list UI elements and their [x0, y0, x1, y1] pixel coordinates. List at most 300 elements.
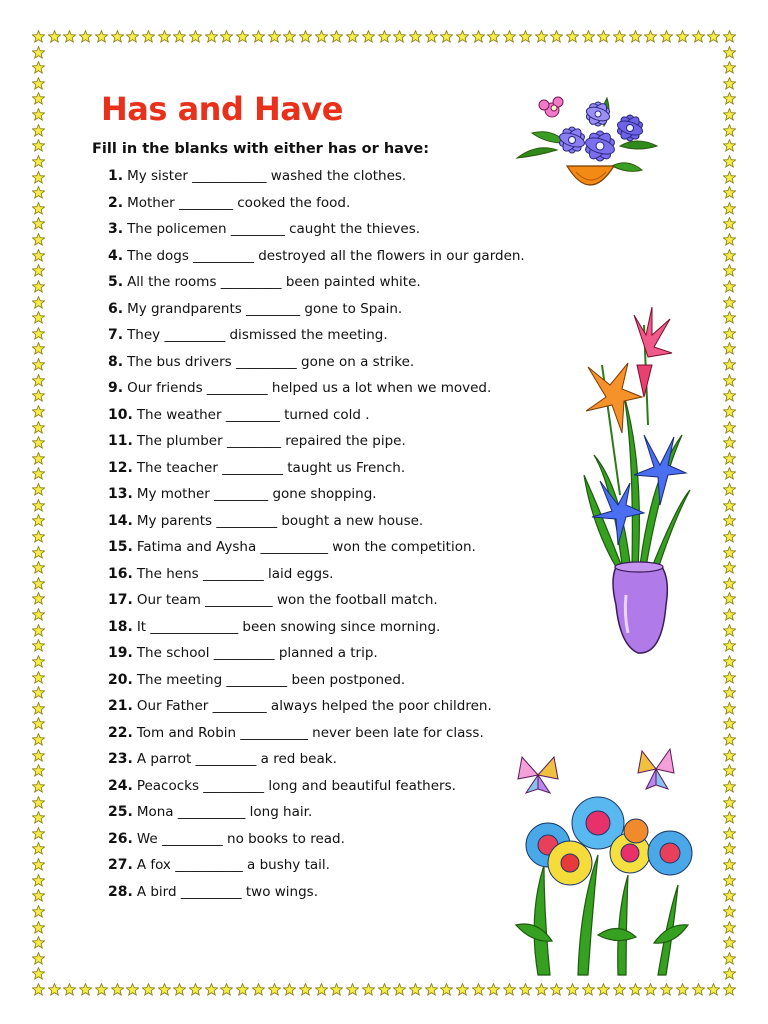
question-item: [108, 351, 525, 378]
question-text: A parrot _________ a red beak.: [136, 751, 337, 767]
question-text: It _____________ been snowing since morning.: [136, 618, 441, 635]
star-icon: [613, 983, 626, 996]
star-icon: [32, 296, 45, 309]
star-icon: [723, 374, 736, 387]
star-icon: [32, 905, 45, 918]
question-item: [108, 669, 525, 696]
star-icon: [111, 983, 124, 996]
question-item: [108, 324, 525, 351]
star-icon: [472, 30, 485, 43]
star-icon: [32, 796, 45, 809]
star-icon: [32, 577, 45, 590]
question-item: [108, 245, 525, 272]
star-icon: [32, 671, 45, 684]
star-icon: [32, 421, 45, 434]
star-icon: [220, 30, 233, 43]
star-icon: [32, 374, 45, 387]
question-item: [108, 218, 525, 245]
star-icon: [268, 983, 281, 996]
question-number: 14.: [108, 512, 133, 529]
question-number: 23.: [108, 751, 133, 767]
star-icon: [32, 61, 45, 74]
star-icon: [142, 983, 155, 996]
star-icon: [425, 30, 438, 43]
star-icon: [299, 983, 312, 996]
star-icon: [503, 30, 516, 43]
star-icon: [32, 139, 45, 152]
question-number: 4.: [108, 247, 124, 264]
question-text: Our friends _________ helped us a lot when we moved.: [127, 380, 492, 396]
question-text: A fox __________ a bushy tail.: [136, 857, 330, 873]
star-icon: [723, 967, 736, 980]
star-icon: [32, 124, 45, 137]
star-icon: [32, 592, 45, 605]
star-icon: [676, 30, 689, 43]
star-icon: [723, 30, 736, 43]
question-text: The school _________ planned a trip.: [136, 645, 378, 661]
star-icon: [723, 405, 736, 418]
question-text: Mona __________ long hair.: [136, 804, 313, 820]
star-icon: [723, 514, 736, 527]
star-icon: [236, 30, 249, 43]
star-icon: [32, 624, 45, 637]
star-icon: [597, 983, 610, 996]
star-icon: [63, 30, 76, 43]
star-icon: [220, 983, 233, 996]
star-icon: [723, 46, 736, 59]
question-text: The dogs _________ destroyed all the flowers in our garden.: [127, 247, 525, 264]
star-icon: [723, 530, 736, 543]
question-text: The meeting _________ been postponed.: [136, 671, 406, 688]
star-icon: [692, 30, 705, 43]
star-icon: [723, 842, 736, 855]
star-icon: [723, 389, 736, 402]
question-item: [108, 828, 525, 855]
star-icon: [723, 233, 736, 246]
star-icon: [126, 983, 139, 996]
star-icon: [723, 592, 736, 605]
star-icon: [723, 249, 736, 262]
star-icon: [32, 452, 45, 465]
question-text: Our Father ________ always helped the poor children.: [136, 698, 492, 714]
star-icon: [330, 983, 343, 996]
star-icon: [32, 936, 45, 949]
star-icon: [236, 983, 249, 996]
star-icon: [660, 30, 673, 43]
star-icon: [644, 983, 657, 996]
star-icon: [723, 889, 736, 902]
question-number: 10.: [108, 406, 133, 423]
star-icon: [32, 983, 45, 996]
star-icon: [472, 983, 485, 996]
star-icon: [378, 30, 391, 43]
star-icon: [519, 30, 532, 43]
star-icon: [48, 983, 61, 996]
question-item: [108, 536, 525, 563]
star-icon: [32, 249, 45, 262]
star-icon: [126, 30, 139, 43]
star-icon: [550, 30, 563, 43]
question-text: Our team __________ won the football match.: [136, 592, 438, 608]
question-text: We _________ no books to read.: [136, 830, 345, 847]
question-text: My parents _________ bought a new house.: [136, 512, 424, 529]
star-icon: [723, 702, 736, 715]
star-icon: [32, 280, 45, 293]
star-icon: [79, 30, 92, 43]
star-icon: [456, 30, 469, 43]
star-icon: [32, 655, 45, 668]
question-number: 17.: [108, 592, 133, 608]
flowers-butterflies-icon: [508, 745, 708, 977]
star-icon: [723, 639, 736, 652]
question-number: 11.: [108, 433, 133, 449]
star-icon: [707, 30, 720, 43]
question-item: [108, 642, 525, 669]
star-icon: [32, 967, 45, 980]
question-text: Peacocks _________ long and beautiful feathers.: [136, 777, 456, 794]
star-icon: [299, 30, 312, 43]
star-icon: [346, 30, 359, 43]
question-item: [108, 695, 525, 722]
star-icon: [48, 30, 61, 43]
star-icon: [32, 858, 45, 871]
star-icon: [597, 30, 610, 43]
question-item: [108, 775, 525, 802]
question-number: 15.: [108, 539, 133, 555]
star-icon: [723, 452, 736, 465]
star-icon: [32, 780, 45, 793]
star-icon: [32, 155, 45, 168]
star-icon: [723, 139, 736, 152]
star-icon: [315, 30, 328, 43]
question-number: 8.: [108, 353, 124, 370]
star-icon: [32, 483, 45, 496]
star-icon: [723, 952, 736, 965]
question-number: 3.: [108, 221, 124, 237]
star-icon: [158, 30, 171, 43]
question-text: The bus drivers _________ gone on a strike.: [127, 353, 415, 370]
question-item: [108, 616, 525, 643]
star-icon: [63, 983, 76, 996]
question-number: 6.: [108, 300, 124, 317]
star-icon: [95, 983, 108, 996]
star-icon: [550, 983, 563, 996]
question-text: My mother ________ gone shopping.: [136, 486, 377, 502]
star-icon: [692, 983, 705, 996]
star-icon: [32, 30, 45, 43]
question-number: 28.: [108, 883, 133, 900]
question-number: 12.: [108, 459, 133, 476]
question-text: A bird _________ two wings.: [136, 883, 319, 900]
star-icon: [487, 983, 500, 996]
star-icon: [723, 936, 736, 949]
question-number: 27.: [108, 857, 133, 873]
star-icon: [409, 983, 422, 996]
star-icon: [723, 686, 736, 699]
star-icon: [189, 30, 202, 43]
question-text: My grandparents ________ gone to Spain.: [127, 300, 403, 317]
star-icon: [32, 686, 45, 699]
star-icon: [723, 717, 736, 730]
star-icon: [32, 514, 45, 527]
star-icon: [32, 530, 45, 543]
question-item: [108, 801, 525, 828]
question-number: 19.: [108, 645, 133, 661]
question-item: [108, 165, 525, 192]
star-icon: [723, 467, 736, 480]
star-icon: [32, 186, 45, 199]
star-icon: [723, 749, 736, 762]
question-list: [108, 165, 525, 907]
star-icon: [32, 467, 45, 480]
star-icon: [566, 983, 579, 996]
star-icon: [723, 77, 736, 90]
star-icon: [32, 264, 45, 277]
star-icon: [252, 983, 265, 996]
question-item: [108, 271, 525, 298]
star-icon: [723, 905, 736, 918]
star-icon: [723, 217, 736, 230]
star-icon: [32, 874, 45, 887]
star-icon: [32, 217, 45, 230]
star-icon: [440, 983, 453, 996]
star-icon: [111, 30, 124, 43]
question-text: Fatima and Aysha __________ won the competition.: [136, 539, 476, 555]
star-icon: [32, 389, 45, 402]
question-number: 21.: [108, 698, 133, 714]
star-icon: [32, 405, 45, 418]
star-icon: [283, 30, 296, 43]
question-number: 7.: [108, 327, 124, 343]
star-icon: [142, 30, 155, 43]
star-icon: [723, 624, 736, 637]
star-icon: [723, 311, 736, 324]
instruction: Fill in the blanks with either has or have:: [92, 141, 430, 157]
question-number: 5.: [108, 274, 124, 290]
question-text: The plumber ________ repaired the pipe.: [136, 433, 406, 449]
star-icon: [503, 983, 516, 996]
star-icon: [409, 30, 422, 43]
question-item: [108, 298, 525, 325]
star-icon: [32, 952, 45, 965]
star-icon: [330, 30, 343, 43]
star-icon: [205, 983, 218, 996]
star-icon: [425, 983, 438, 996]
question-text: My sister ___________ washed the clothes.: [127, 168, 407, 184]
question-item: [108, 748, 525, 775]
star-icon: [252, 30, 265, 43]
star-icon: [723, 921, 736, 934]
star-icon: [32, 311, 45, 324]
question-text: Mother ________ cooked the food.: [127, 194, 351, 211]
star-icon: [723, 983, 736, 996]
star-icon: [723, 499, 736, 512]
star-icon: [723, 827, 736, 840]
star-icon: [566, 30, 579, 43]
star-icon: [707, 983, 720, 996]
star-icon: [723, 155, 736, 168]
question-number: 9.: [108, 380, 124, 396]
star-icon: [32, 233, 45, 246]
question-item: [108, 430, 525, 457]
star-icon: [535, 30, 548, 43]
star-icon: [723, 186, 736, 199]
star-icon: [32, 499, 45, 512]
star-icon: [723, 764, 736, 777]
question-number: 20.: [108, 671, 133, 688]
star-icon: [32, 108, 45, 121]
star-icon: [723, 796, 736, 809]
star-icon: [723, 124, 736, 137]
star-icon: [723, 608, 736, 621]
star-icon: [32, 921, 45, 934]
star-icon: [723, 202, 736, 215]
star-icon: [723, 421, 736, 434]
question-number: 16.: [108, 565, 133, 582]
star-icon: [32, 171, 45, 184]
flower-vase-icon: [582, 305, 694, 660]
star-icon: [582, 983, 595, 996]
question-item: [108, 510, 525, 537]
star-icon: [32, 546, 45, 559]
question-text: The teacher _________ taught us French.: [136, 459, 406, 476]
flower-bowl-icon: [512, 88, 662, 200]
question-text: They _________ dismissed the meeting.: [127, 327, 388, 343]
star-icon: [723, 655, 736, 668]
star-icon: [173, 30, 186, 43]
star-icon: [32, 436, 45, 449]
star-icon: [95, 30, 108, 43]
star-icon: [205, 30, 218, 43]
star-icon: [723, 61, 736, 74]
question-text: All the rooms _________ been painted white.: [127, 274, 421, 290]
question-text: The policemen ________ caught the thieves.: [127, 221, 421, 237]
star-icon: [582, 30, 595, 43]
star-icon: [535, 983, 548, 996]
question-item: [108, 589, 525, 616]
star-icon: [723, 483, 736, 496]
question-number: 26.: [108, 830, 133, 847]
star-icon: [32, 561, 45, 574]
star-icon: [629, 30, 642, 43]
question-item: [108, 722, 525, 749]
star-icon: [723, 561, 736, 574]
star-icon: [32, 749, 45, 762]
star-icon: [268, 30, 281, 43]
star-icon: [32, 702, 45, 715]
star-icon: [723, 264, 736, 277]
star-icon: [723, 280, 736, 293]
star-icon: [519, 983, 532, 996]
star-icon: [456, 983, 469, 996]
star-icon: [629, 983, 642, 996]
star-icon: [32, 92, 45, 105]
question-number: 22.: [108, 724, 133, 741]
question-item: [108, 192, 525, 219]
star-icon: [723, 811, 736, 824]
star-icon: [32, 327, 45, 340]
star-icon: [32, 202, 45, 215]
question-text: The hens _________ laid eggs.: [136, 565, 334, 582]
question-number: 1.: [108, 168, 124, 184]
question-number: 18.: [108, 618, 133, 635]
star-icon: [723, 671, 736, 684]
star-icon: [32, 827, 45, 840]
star-icon: [32, 358, 45, 371]
question-item: [108, 377, 525, 404]
star-icon: [723, 342, 736, 355]
star-icon: [32, 764, 45, 777]
question-item: [108, 881, 525, 908]
page-title: Has and Have: [101, 90, 343, 128]
question-number: 2.: [108, 194, 124, 211]
star-icon: [723, 327, 736, 340]
star-icon: [32, 342, 45, 355]
star-icon: [315, 983, 328, 996]
star-icon: [676, 983, 689, 996]
star-icon: [723, 874, 736, 887]
star-icon: [32, 889, 45, 902]
star-icon: [440, 30, 453, 43]
star-icon: [32, 842, 45, 855]
star-icon: [173, 983, 186, 996]
question-text: The weather ________ turned cold .: [136, 406, 370, 423]
question-item: [108, 854, 525, 881]
star-icon: [32, 77, 45, 90]
star-icon: [723, 733, 736, 746]
star-icon: [723, 546, 736, 559]
question-item: [108, 404, 525, 431]
star-icon: [32, 811, 45, 824]
star-icon: [723, 436, 736, 449]
star-icon: [346, 983, 359, 996]
question-item: [108, 457, 525, 484]
star-icon: [362, 983, 375, 996]
star-icon: [723, 577, 736, 590]
star-icon: [393, 30, 406, 43]
question-item: [108, 563, 525, 590]
star-icon: [32, 46, 45, 59]
star-icon: [32, 639, 45, 652]
star-icon: [158, 983, 171, 996]
star-icon: [487, 30, 500, 43]
star-icon: [723, 358, 736, 371]
question-text: Tom and Robin __________ never been late for class.: [136, 724, 484, 741]
star-icon: [283, 983, 296, 996]
star-icon: [723, 108, 736, 121]
question-number: 24.: [108, 777, 133, 794]
star-icon: [32, 608, 45, 621]
star-icon: [644, 30, 657, 43]
question-number: 13.: [108, 486, 133, 502]
star-icon: [189, 983, 202, 996]
star-icon: [362, 30, 375, 43]
star-icon: [79, 983, 92, 996]
star-icon: [660, 983, 673, 996]
star-icon: [32, 733, 45, 746]
star-icon: [723, 92, 736, 105]
star-icon: [613, 30, 626, 43]
star-icon: [723, 296, 736, 309]
star-icon: [723, 171, 736, 184]
star-icon: [32, 717, 45, 730]
star-icon: [723, 780, 736, 793]
star-icon: [378, 983, 391, 996]
question-number: 25.: [108, 804, 133, 820]
star-icon: [723, 858, 736, 871]
star-icon: [393, 983, 406, 996]
question-item: [108, 483, 525, 510]
